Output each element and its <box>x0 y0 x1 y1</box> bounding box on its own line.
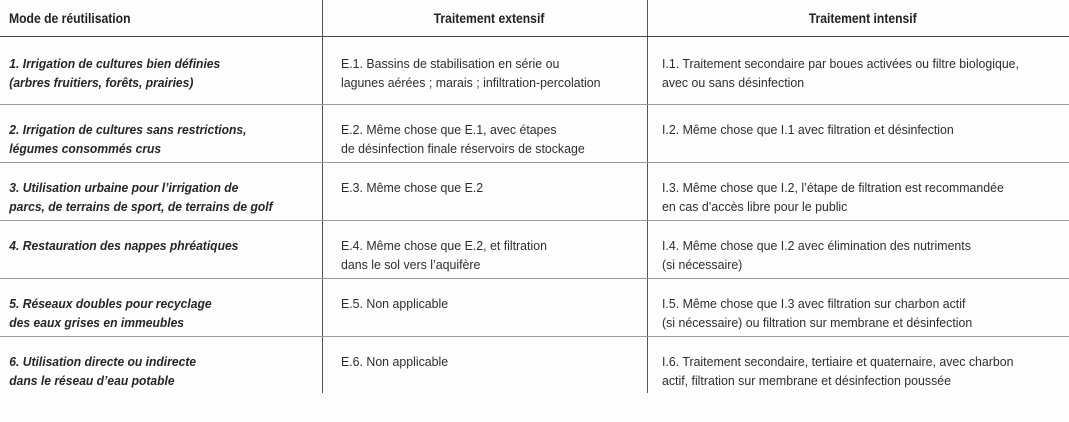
extensive-line: E.6. Non applicable <box>340 354 448 369</box>
extensive-line: E.5. Non applicable <box>340 296 448 311</box>
extensive-cell <box>322 279 647 337</box>
intensive-line: I.5. Même chose que I.3 avec filtration sur charbon actif <box>661 296 965 311</box>
table-row <box>0 279 1069 337</box>
extensive-line: E.3. Même chose que E.2 <box>340 180 483 195</box>
intensive-line: en cas d’accès libre pour le public <box>661 199 847 214</box>
intensive-line: I.6. Traitement secondaire, tertiaire et quaternaire, avec charbon <box>661 354 1013 369</box>
mode-line: 2. Irrigation de cultures sans restrictions, <box>9 122 247 137</box>
extensive-cell <box>322 221 647 279</box>
intensive-cell <box>647 279 1069 337</box>
intensive-line: I.2. Même chose que I.1 avec filtration et désinfection <box>661 122 954 137</box>
mode-line: (arbres fruitiers, forêts, prairies) <box>9 75 194 90</box>
mode-cell <box>0 105 322 163</box>
mode-line: 5. Réseaux doubles pour recyclage <box>9 296 212 311</box>
mode-line: parcs, de terrains de sport, de terrains de golf <box>9 199 273 214</box>
extensive-line: lagunes aérées ; marais ; infiltration-percolation <box>340 75 600 90</box>
extensive-cell <box>322 163 647 221</box>
intensive-line: avec ou sans désinfection <box>661 75 804 90</box>
mode-cell <box>0 337 322 394</box>
extensive-line: E.2. Même chose que E.1, avec étapes <box>340 122 557 137</box>
mode-line: 6. Utilisation directe ou indirecte <box>9 354 197 369</box>
header-row <box>0 0 1069 37</box>
mode-cell <box>0 37 322 105</box>
mode-line: 4. Restauration des nappes phréatiques <box>9 238 239 253</box>
mode-cell <box>0 163 322 221</box>
intensive-cell <box>647 221 1069 279</box>
intensive-line: I.4. Même chose que I.2 avec élimination des nutriments <box>661 238 971 253</box>
intensive-line: (si nécessaire) <box>661 257 742 272</box>
mode-line: des eaux grises en immeubles <box>9 315 185 330</box>
intensive-cell <box>647 37 1069 105</box>
extensive-line: dans le sol vers l’aquifère <box>340 257 480 272</box>
intensive-line: I.1. Traitement secondaire par boues activées ou filtre biologique, <box>661 56 1019 71</box>
extensive-cell <box>322 37 647 105</box>
table-row <box>0 163 1069 221</box>
mode-line: 1. Irrigation de cultures bien définies <box>9 56 221 71</box>
extensive-line: E.4. Même chose que E.2, et filtration <box>340 238 547 253</box>
mode-line: dans le réseau d’eau potable <box>9 373 175 388</box>
header-extensive: Traitement extensif <box>338 0 631 37</box>
extensive-line: E.1. Bassins de stabilisation en série ou <box>340 56 559 71</box>
intensive-line: I.3. Même chose que I.2, l’étape de filtration est recommandée <box>661 180 1004 195</box>
table-row <box>0 221 1069 279</box>
extensive-line: de désinfection finale réservoirs de stockage <box>340 141 585 156</box>
intensive-cell <box>647 337 1069 394</box>
table-row <box>0 337 1069 394</box>
table-row <box>0 105 1069 163</box>
header-mode: Mode de réutilisation <box>0 0 290 37</box>
intensive-cell <box>647 105 1069 163</box>
intensive-line: (si nécessaire) ou filtration sur membrane et désinfection <box>661 315 972 330</box>
intensive-line: actif, filtration sur membrane et désinfection poussée <box>661 373 951 388</box>
extensive-cell <box>322 105 647 163</box>
mode-line: 3. Utilisation urbaine pour l’irrigation de <box>9 180 239 195</box>
table-row <box>0 37 1069 105</box>
extensive-cell <box>322 337 647 394</box>
mode-cell <box>0 221 322 279</box>
header-intensive: Traitement intensif <box>668 0 1048 37</box>
mode-cell <box>0 279 322 337</box>
intensive-cell <box>647 163 1069 221</box>
mode-line: légumes consommés crus <box>9 141 162 156</box>
